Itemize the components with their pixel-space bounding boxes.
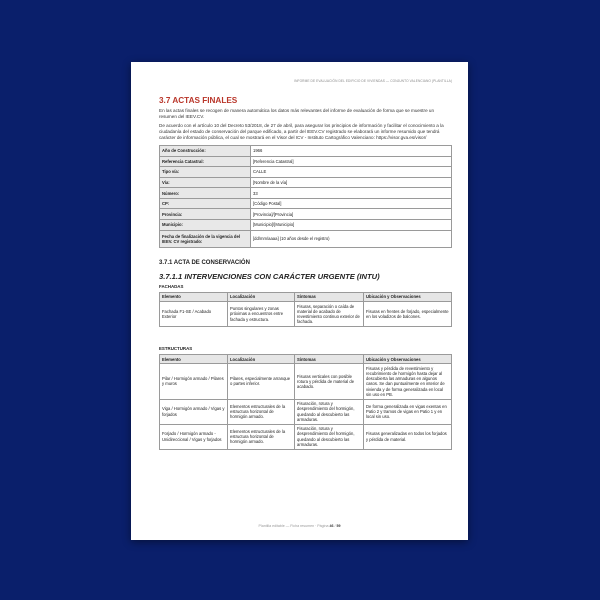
info-value: [Referencia Catastral] <box>251 156 452 167</box>
col-localizacion: Localización <box>228 292 295 301</box>
table-row <box>160 302 452 327</box>
table-cell: De forma generalizada en vigas exentas en Patio 2 y tramos de vigas en Patio 1 y en local sin uso. <box>364 399 452 424</box>
section-title: 3.7 ACTAS FINALES <box>159 96 238 105</box>
subsubsection-title: 3.7.1.1 INTERVENCIONES CON CARÁCTER URGENTE (INTU) <box>159 271 380 281</box>
info-key: Provincia: <box>160 209 251 220</box>
info-value: [Provincia]/[Provincia] <box>251 209 452 220</box>
table-cell: Fachada F1-SE / Acabado Exterior <box>160 302 228 327</box>
info-row <box>160 156 452 167</box>
col-ubicacion: Ubicación y Observaciones <box>364 292 452 301</box>
info-key: Municipio: <box>160 220 251 231</box>
table-cell: Fisuras, separación o caída de material de acabado de revestimiento continuo exterior de fachada. <box>295 302 364 327</box>
info-key: CP: <box>160 198 251 209</box>
info-value: [Código Postal] <box>251 198 452 209</box>
estructuras-label: ESTRUCTURAS <box>159 346 193 351</box>
legal-paragraph: De acuerdo con el artículo 10 del Decreto 53/2018, de 27 de abril, para asegurar los principios de información y facilitar el conocimiento a la ciudadanía del estado de conservación del parque edificado, a partir del IEEV.CV registrado se elaborará un informe resumido que tendrá carácter de información pública, el cual se mostrará en el Visor del ICV - Instituto Cartográfico Valenciano: https://visor.gva.es/visor/ <box>159 123 444 140</box>
info-value: [dd/mm/aaaa] (10 años desde el registro) <box>251 230 452 247</box>
info-row <box>160 198 452 209</box>
table-row <box>160 424 452 449</box>
fachadas-label: FACHADAS <box>159 283 184 289</box>
table-cell: Pilares, especialmente arranque o partes inferior. <box>228 364 295 399</box>
table-cell: Fisuras verticales con posible rotura y pérdida de material de acabado. <box>295 364 364 399</box>
page-footer <box>131 524 468 528</box>
table-cell: Viga / Hormigón armado / Vigas y forjados <box>160 399 228 424</box>
info-row <box>160 177 452 188</box>
info-value: [Nombre de la vía] <box>251 177 452 188</box>
col-sintomas: Síntomas <box>295 292 364 301</box>
intro-paragraph: En las actas finales se recogen de manera automática los datos más relevantes del informe de evaluación de forma que se muestre un resumen del IEEV.CV. <box>159 108 435 119</box>
info-key: Número: <box>160 188 251 199</box>
info-key: Fecha de finalización de la vigencia del IEEV. CV registrado: <box>160 230 251 247</box>
col-elemento: Elemento <box>160 355 228 364</box>
col-ubicacion: Ubicación y Observaciones <box>364 355 452 364</box>
table-cell: Fisuración, rotura y desprendimiento del hormigón, quedando al descubierto las armaduras. <box>295 424 364 449</box>
estructuras-table <box>159 354 452 450</box>
info-row <box>160 230 452 247</box>
table-cell: Elementos estructurales de la estructura horizontal de hormigón armado. <box>228 399 295 424</box>
page-total: 59 <box>336 524 341 528</box>
table-cell: Fisuras en frentes de forjado, especialmente en los voladizos de balcones. <box>364 302 452 327</box>
info-value: 33 <box>251 188 452 199</box>
col-sintomas: Síntomas <box>295 355 364 364</box>
table-cell: Puntos singulares y zonas próximas a encuentros entre fachada y estructura. <box>228 302 295 327</box>
page-number: 46 <box>329 524 334 528</box>
col-elemento: Elemento <box>160 292 228 301</box>
running-header: INFORME DE EVALUACIÓN DEL EDIFICIO DE VIVIENDAS — CONJUNTO VALENCIANO (PLANTILLA) <box>294 79 452 83</box>
page-separator: / <box>334 524 336 528</box>
info-key: Referencia Catastral: <box>160 156 251 167</box>
col-localizacion: Localización <box>228 355 295 364</box>
table-cell: Fisuras y pérdida de revestimiento y recubrimiento de hormigón hasta dejar al descubierta las armaduras en algunos casos. Se dan puntualmente en interior de vivienda y de forma generalizada en local sin uso en PB. <box>364 364 452 399</box>
table-row <box>160 399 452 424</box>
table-cell: Elementos estructurales de la estructura horizontal de hormigón armado. <box>228 424 295 449</box>
building-info-table <box>159 145 452 248</box>
subsection-title: 3.7.1 ACTA DE CONSERVACIÓN <box>159 259 250 266</box>
info-row <box>160 146 452 157</box>
table-row <box>160 364 452 399</box>
info-row <box>160 167 452 178</box>
table-header-row <box>160 355 452 364</box>
document-page <box>131 62 468 540</box>
info-key: Año de Construcción: <box>160 146 251 157</box>
table-cell: Fisuras generalizadas en todos los forjados y pérdida de material. <box>364 424 452 449</box>
fachadas-table <box>159 292 452 327</box>
info-row <box>160 209 452 220</box>
info-row <box>160 220 452 231</box>
table-cell: Pilar / Hormigón armado / Pilares y muros <box>160 364 228 399</box>
info-value: 1966 <box>251 146 452 157</box>
info-key: Vía: <box>160 177 251 188</box>
footer-text: Plantilla editable — Ficha resumen · Página <box>258 524 329 528</box>
info-value: [Municipio]/[Municipio] <box>251 220 452 231</box>
table-header-row <box>160 292 452 301</box>
info-value: CALLE <box>251 167 452 178</box>
table-cell: Fisuración, rotura y desprendimiento del hormigón, quedando al descubierto las armaduras. <box>295 399 364 424</box>
info-key: Tipo vía: <box>160 167 251 178</box>
info-row <box>160 188 452 199</box>
table-cell: Forjado / Hormigón armado - Unidireccional / Vigas y forjados <box>160 424 228 449</box>
